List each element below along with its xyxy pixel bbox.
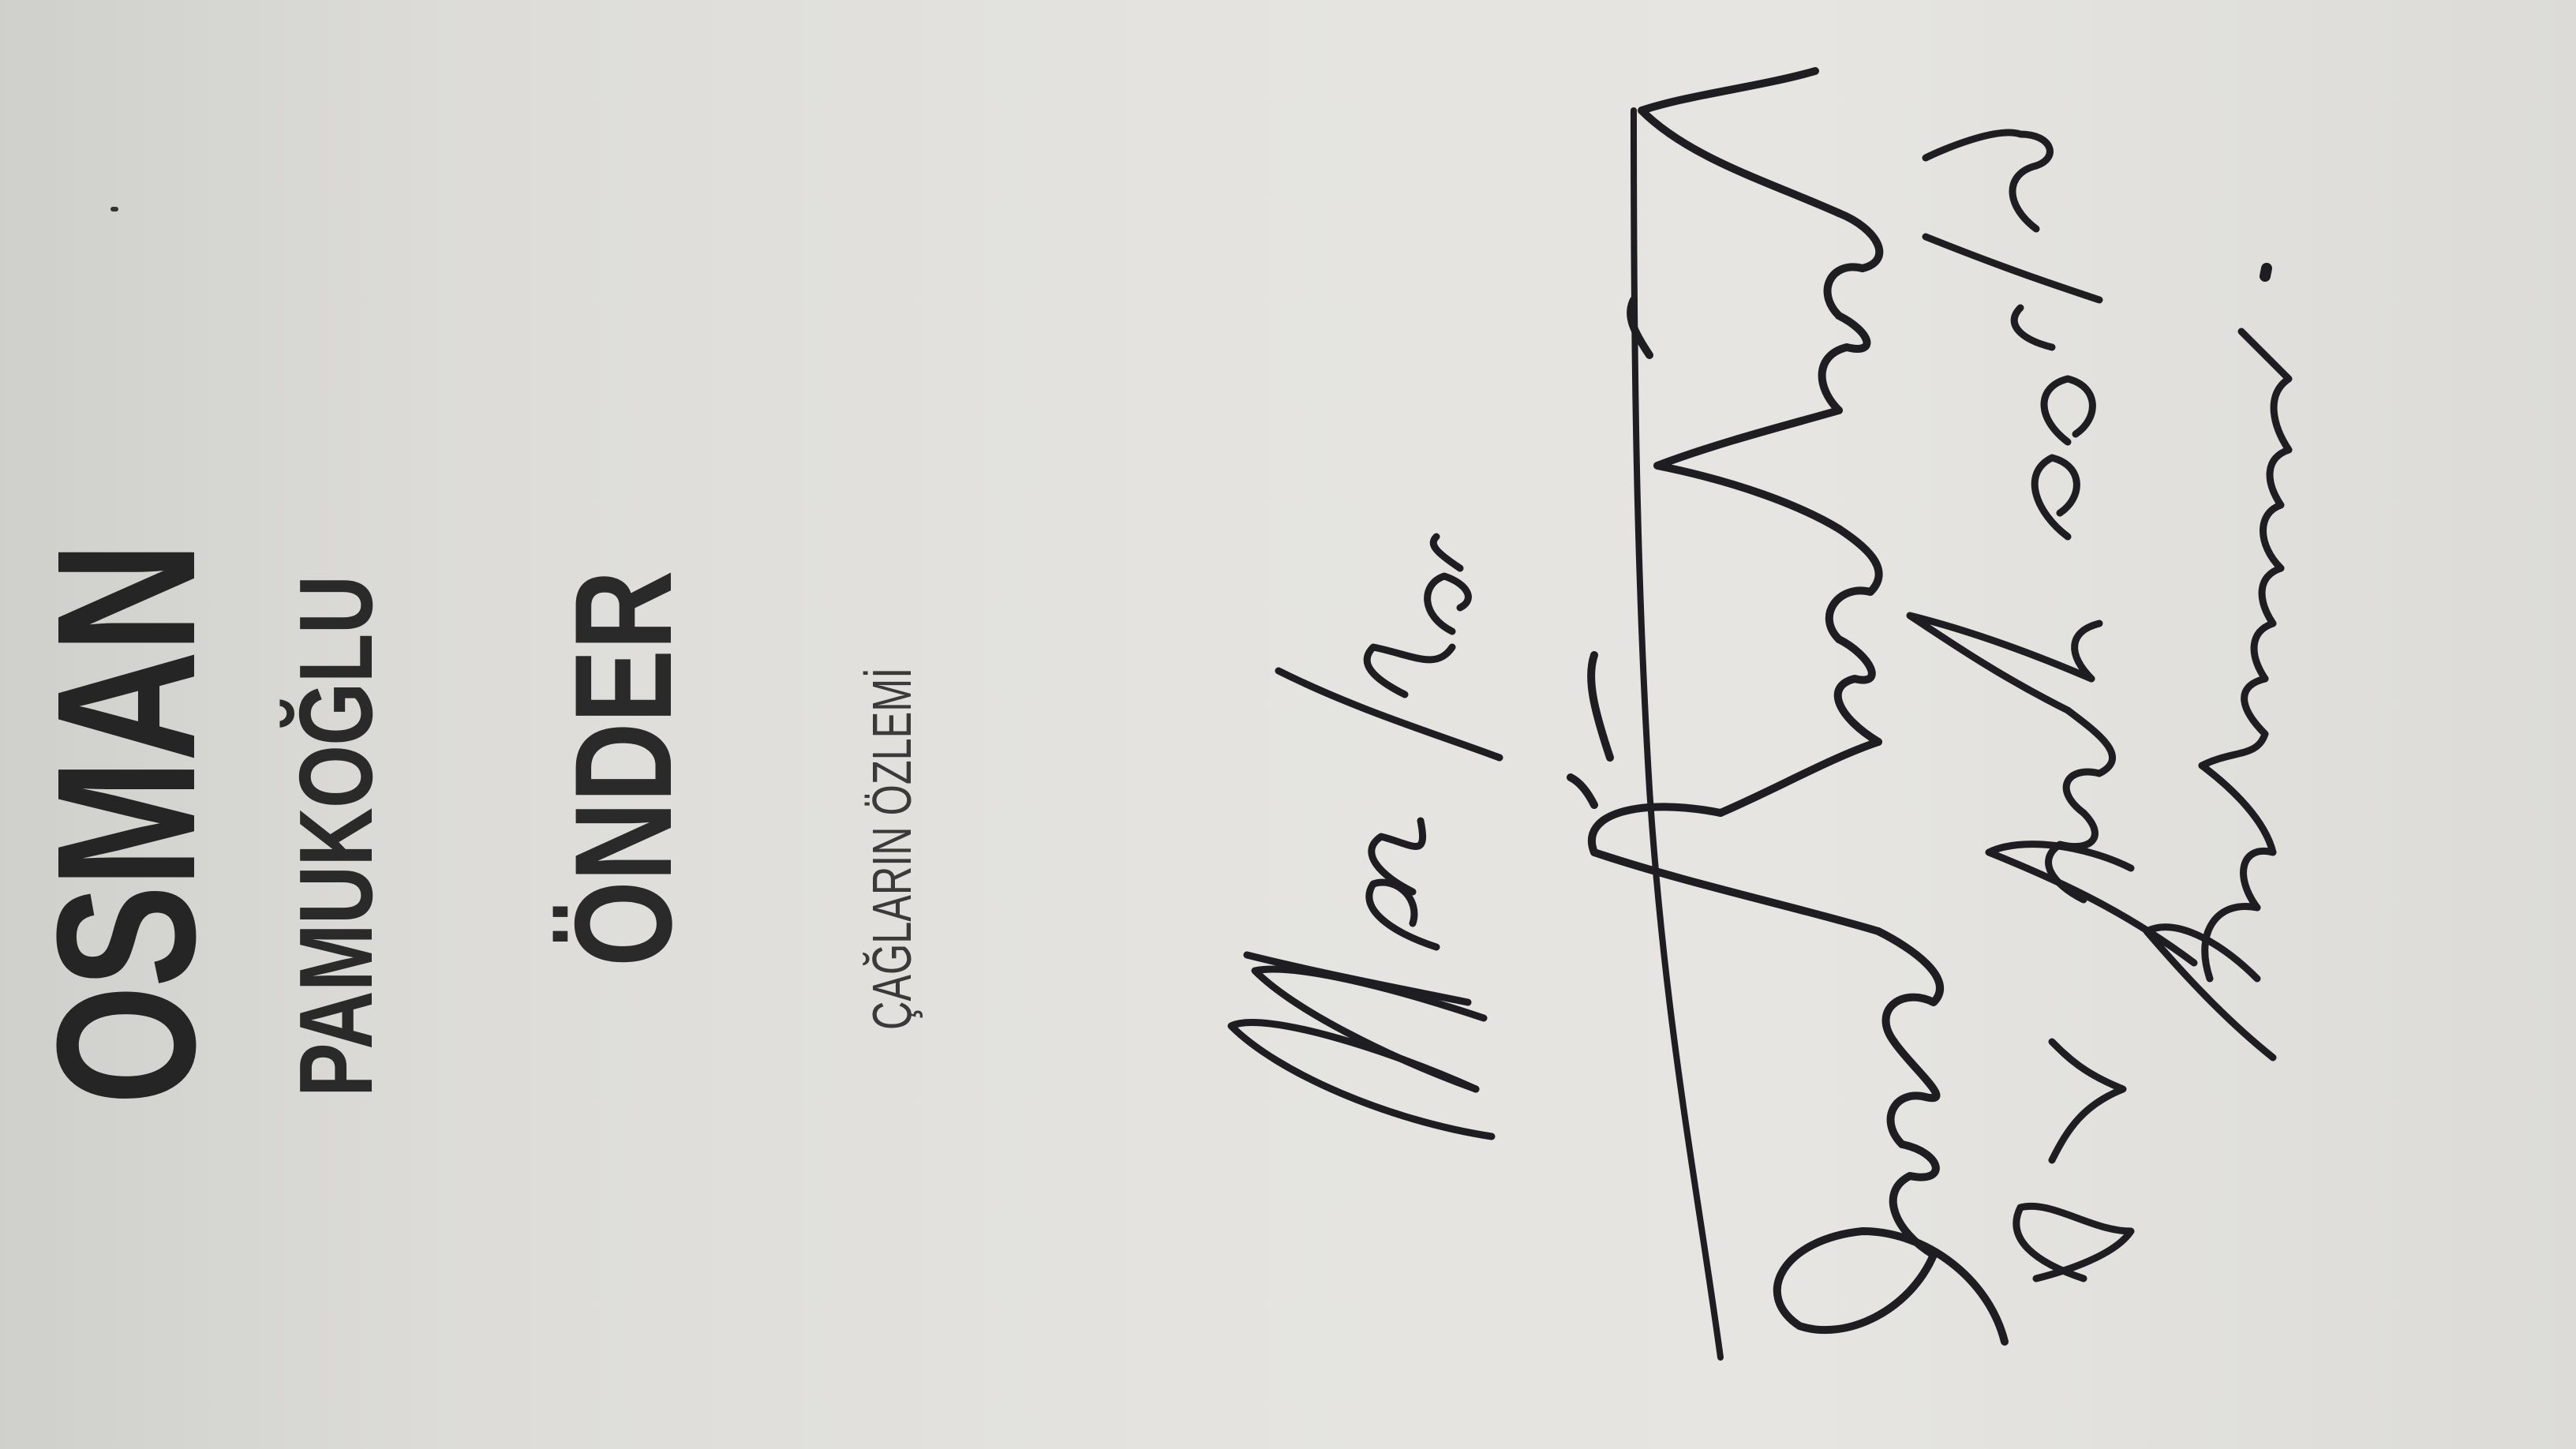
author-first-name: OSMAN [16, 544, 236, 1105]
date-handwriting [1910, 133, 2194, 1279]
recipient-handwriting [1231, 537, 1500, 1136]
place-handwriting [2147, 268, 2289, 1058]
signature-flourish-line [1634, 110, 1720, 1357]
book-title: ÖNDER [547, 571, 701, 967]
author-last-name: PAMUKOĞLU [278, 575, 394, 1097]
book-subtitle: ÇAĞLARIN ÖZLEMİ [861, 667, 923, 1030]
